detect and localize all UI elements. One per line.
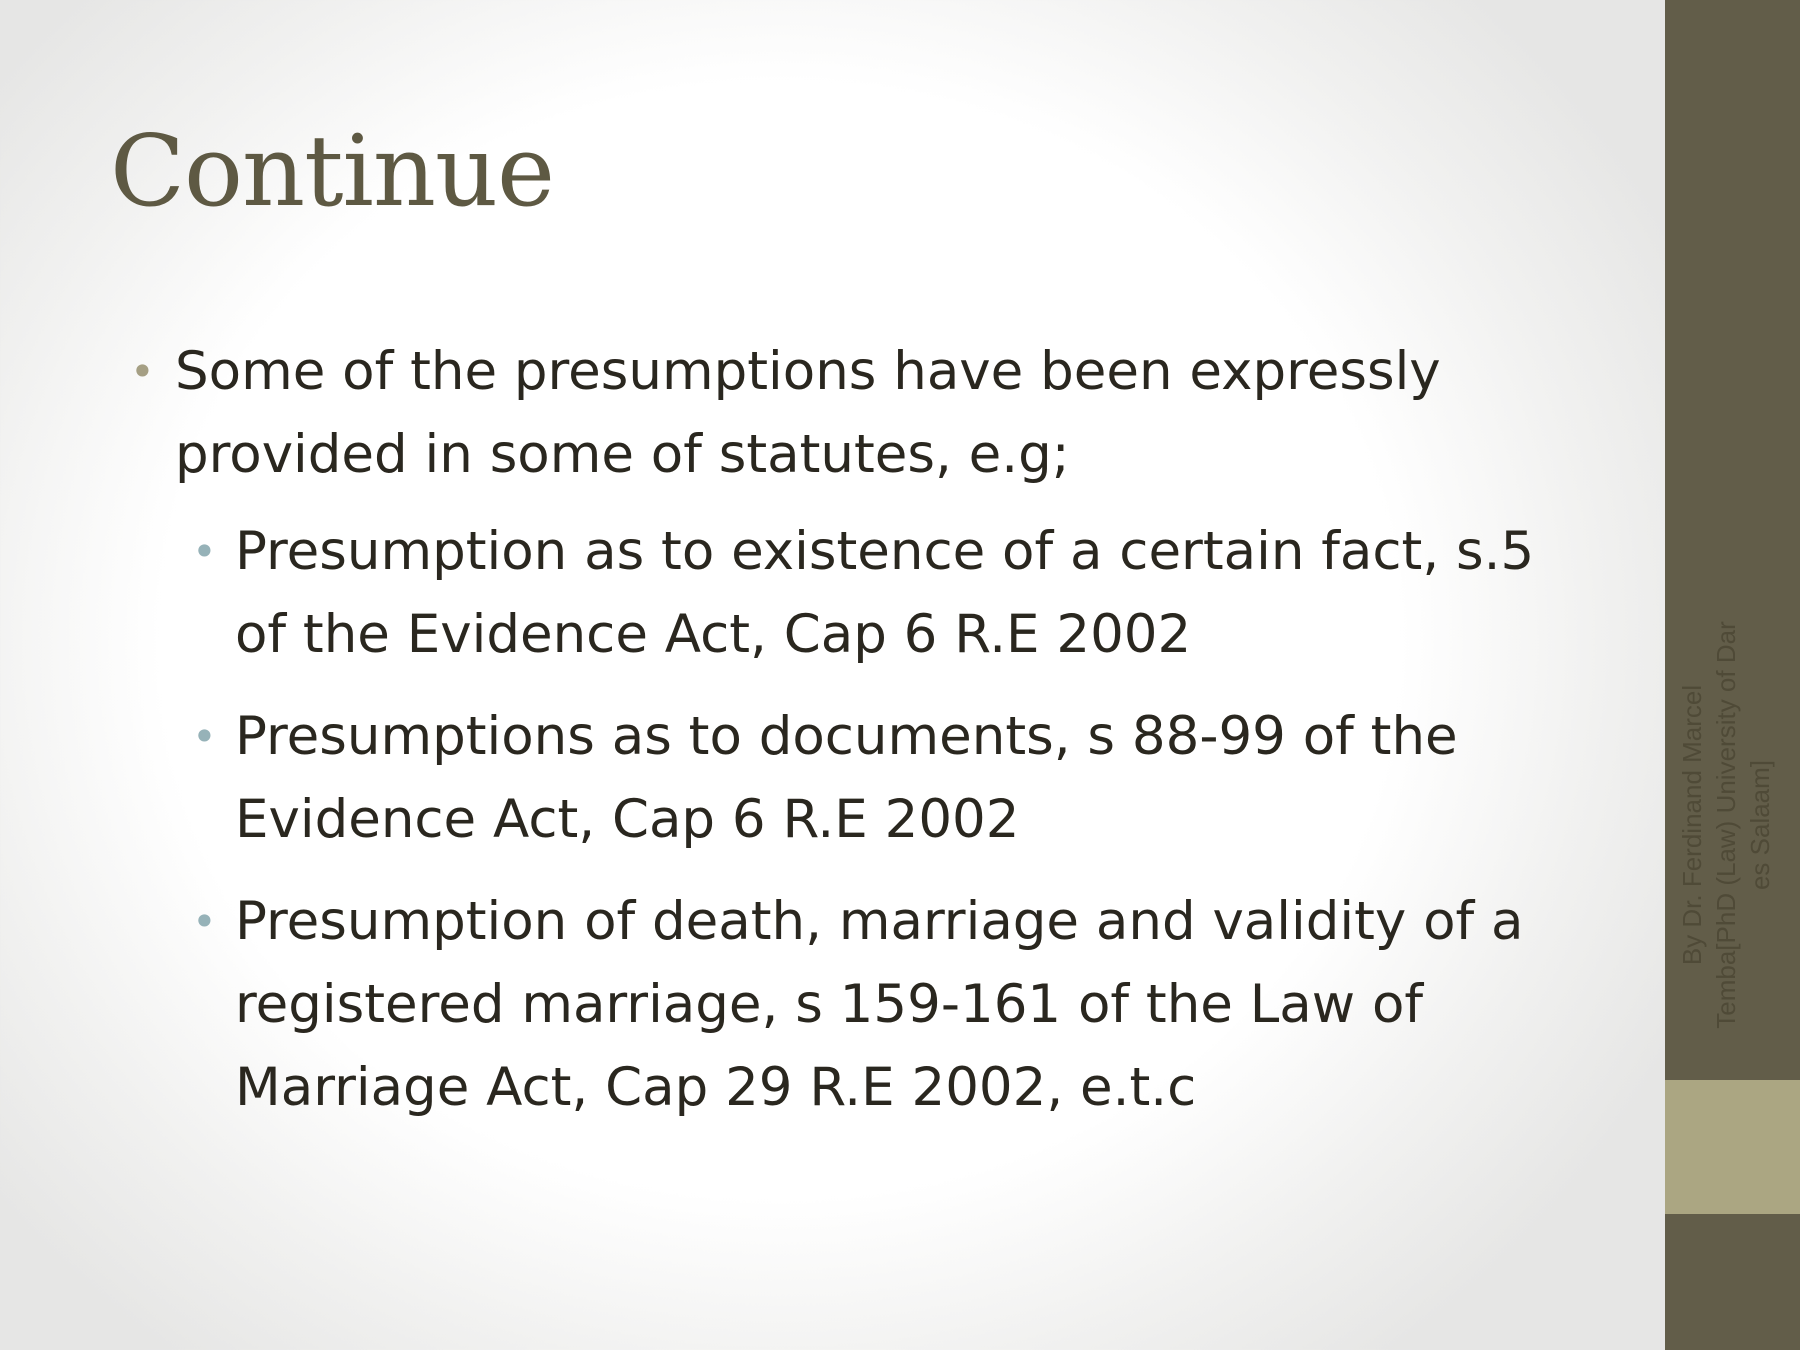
bullet-text: Some of the presumptions have been expressly provided in some of statutes, e.g; xyxy=(175,341,1441,485)
author-credit: By Dr. Ferdinand Marcel Temba[PhD (Law) University of Dar es Salaam] xyxy=(1677,621,1775,1029)
side-bar-accent-block xyxy=(1665,1080,1800,1214)
sub-bullet-text: Presumption of death, marriage and validity of a registered marriage, s 159-161 of the Law of Marriage Act, Cap 29 R.E 2002, e.t.c xyxy=(235,891,1524,1118)
sub-bullet-item xyxy=(192,695,1600,861)
sub-bullet-dot-icon: • xyxy=(192,897,217,946)
slide-title: Continue xyxy=(110,115,555,229)
bullet-item xyxy=(130,330,1600,496)
sub-bullet-text: Presumptions as to documents, s 88-99 of the Evidence Act, Cap 6 R.E 2002 xyxy=(235,706,1458,850)
sub-bullet-dot-icon: • xyxy=(192,527,217,576)
bullet-dot-icon: • xyxy=(130,347,155,396)
slide-content xyxy=(130,330,1600,1148)
sub-bullet-dot-icon: • xyxy=(192,712,217,761)
sub-bullet-item xyxy=(192,880,1600,1129)
sub-bullet-text: Presumption as to existence of a certain fact, s.5 of the Evidence Act, Cap 6 R.E 2002 xyxy=(235,521,1535,665)
sub-bullet-item xyxy=(192,510,1600,676)
sub-bullet-list xyxy=(192,510,1600,1129)
